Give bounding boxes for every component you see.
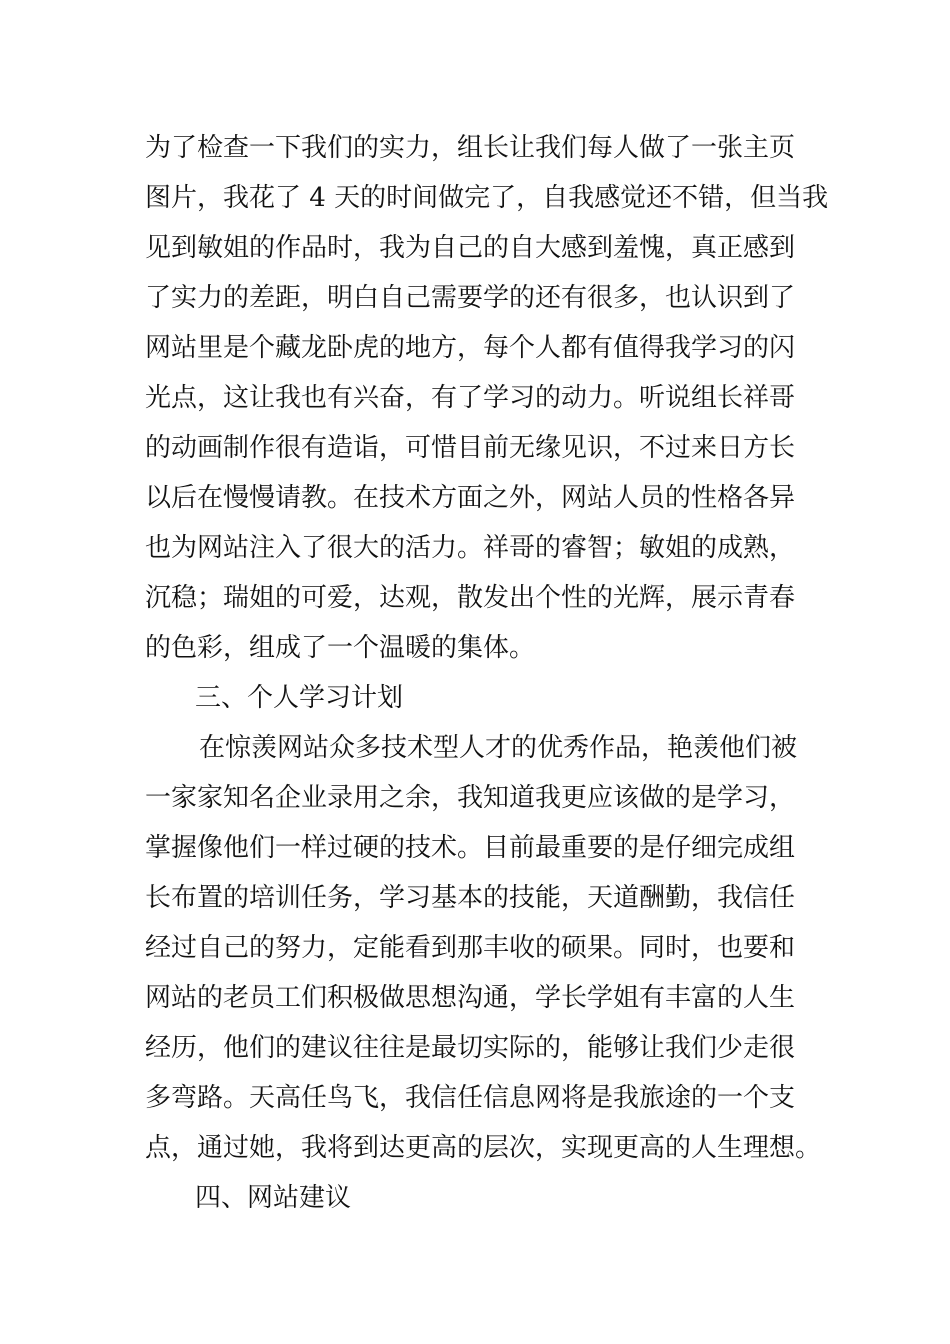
text-line: 经历，他们的建议往往是最切实际的，能够让我们少走很 bbox=[145, 1033, 796, 1063]
text-line: 图片，我花了 4 天的时间做完了，自我感觉还不错，但当我 bbox=[145, 183, 829, 213]
text-line: 一家家知名企业录用之余，我知道我更应该做的是学习， bbox=[145, 783, 796, 813]
text-line: 网站里是个藏龙卧虎的地方，每个人都有值得我学习的闪 bbox=[145, 333, 796, 363]
text-line: 也为网站注入了很大的活力。祥哥的睿智；敏姐的成熟， bbox=[145, 533, 796, 563]
text-line: 见到敏姐的作品时，我为自己的自大感到羞愧，真正感到 bbox=[145, 233, 796, 263]
text-line: 点，通过她，我将到达更高的层次，实现更高的人生理想。 bbox=[145, 1133, 822, 1163]
text-line: 为了检查一下我们的实力，组长让我们每人做了一张主页 bbox=[145, 133, 796, 163]
text-line: 的动画制作很有造诣，可惜目前无缘见识，不过来日方长 bbox=[145, 433, 796, 463]
text-line: 了实力的差距，明白自己需要学的还有很多，也认识到了 bbox=[145, 283, 796, 313]
text-line: 在惊羡网站众多技术型人才的优秀作品，艳羡他们被 bbox=[199, 733, 798, 763]
text-line: 掌握像他们一样过硬的技术。目前最重要的是仔细完成组 bbox=[145, 833, 796, 863]
text-line: 网站的老员工们积极做思想沟通，学长学姐有丰富的人生 bbox=[145, 983, 796, 1013]
text-line: 长布置的培训任务，学习基本的技能，天道酬勤，我信任 bbox=[145, 883, 796, 913]
text-line: 经过自己的努力，定能看到那丰收的硕果。同时，也要和 bbox=[145, 933, 796, 963]
section-heading-3: 三、个人学习计划 bbox=[195, 683, 404, 713]
text-line: 的色彩，组成了一个温暖的集体。 bbox=[145, 633, 536, 663]
text-line: 以后在慢慢请教。在技术方面之外，网站人员的性格各异 bbox=[145, 483, 796, 513]
section-heading-4: 四、网站建议 bbox=[195, 1183, 352, 1213]
text-line: 多弯路。天高任鸟飞，我信任信息网将是我旅途的一个支 bbox=[145, 1083, 796, 1113]
text-line: 沉稳；瑞姐的可爱，达观，散发出个性的光辉，展示青春 bbox=[145, 583, 796, 613]
text-line: 光点，这让我也有兴奋，有了学习的动力。听说组长祥哥 bbox=[145, 383, 796, 413]
